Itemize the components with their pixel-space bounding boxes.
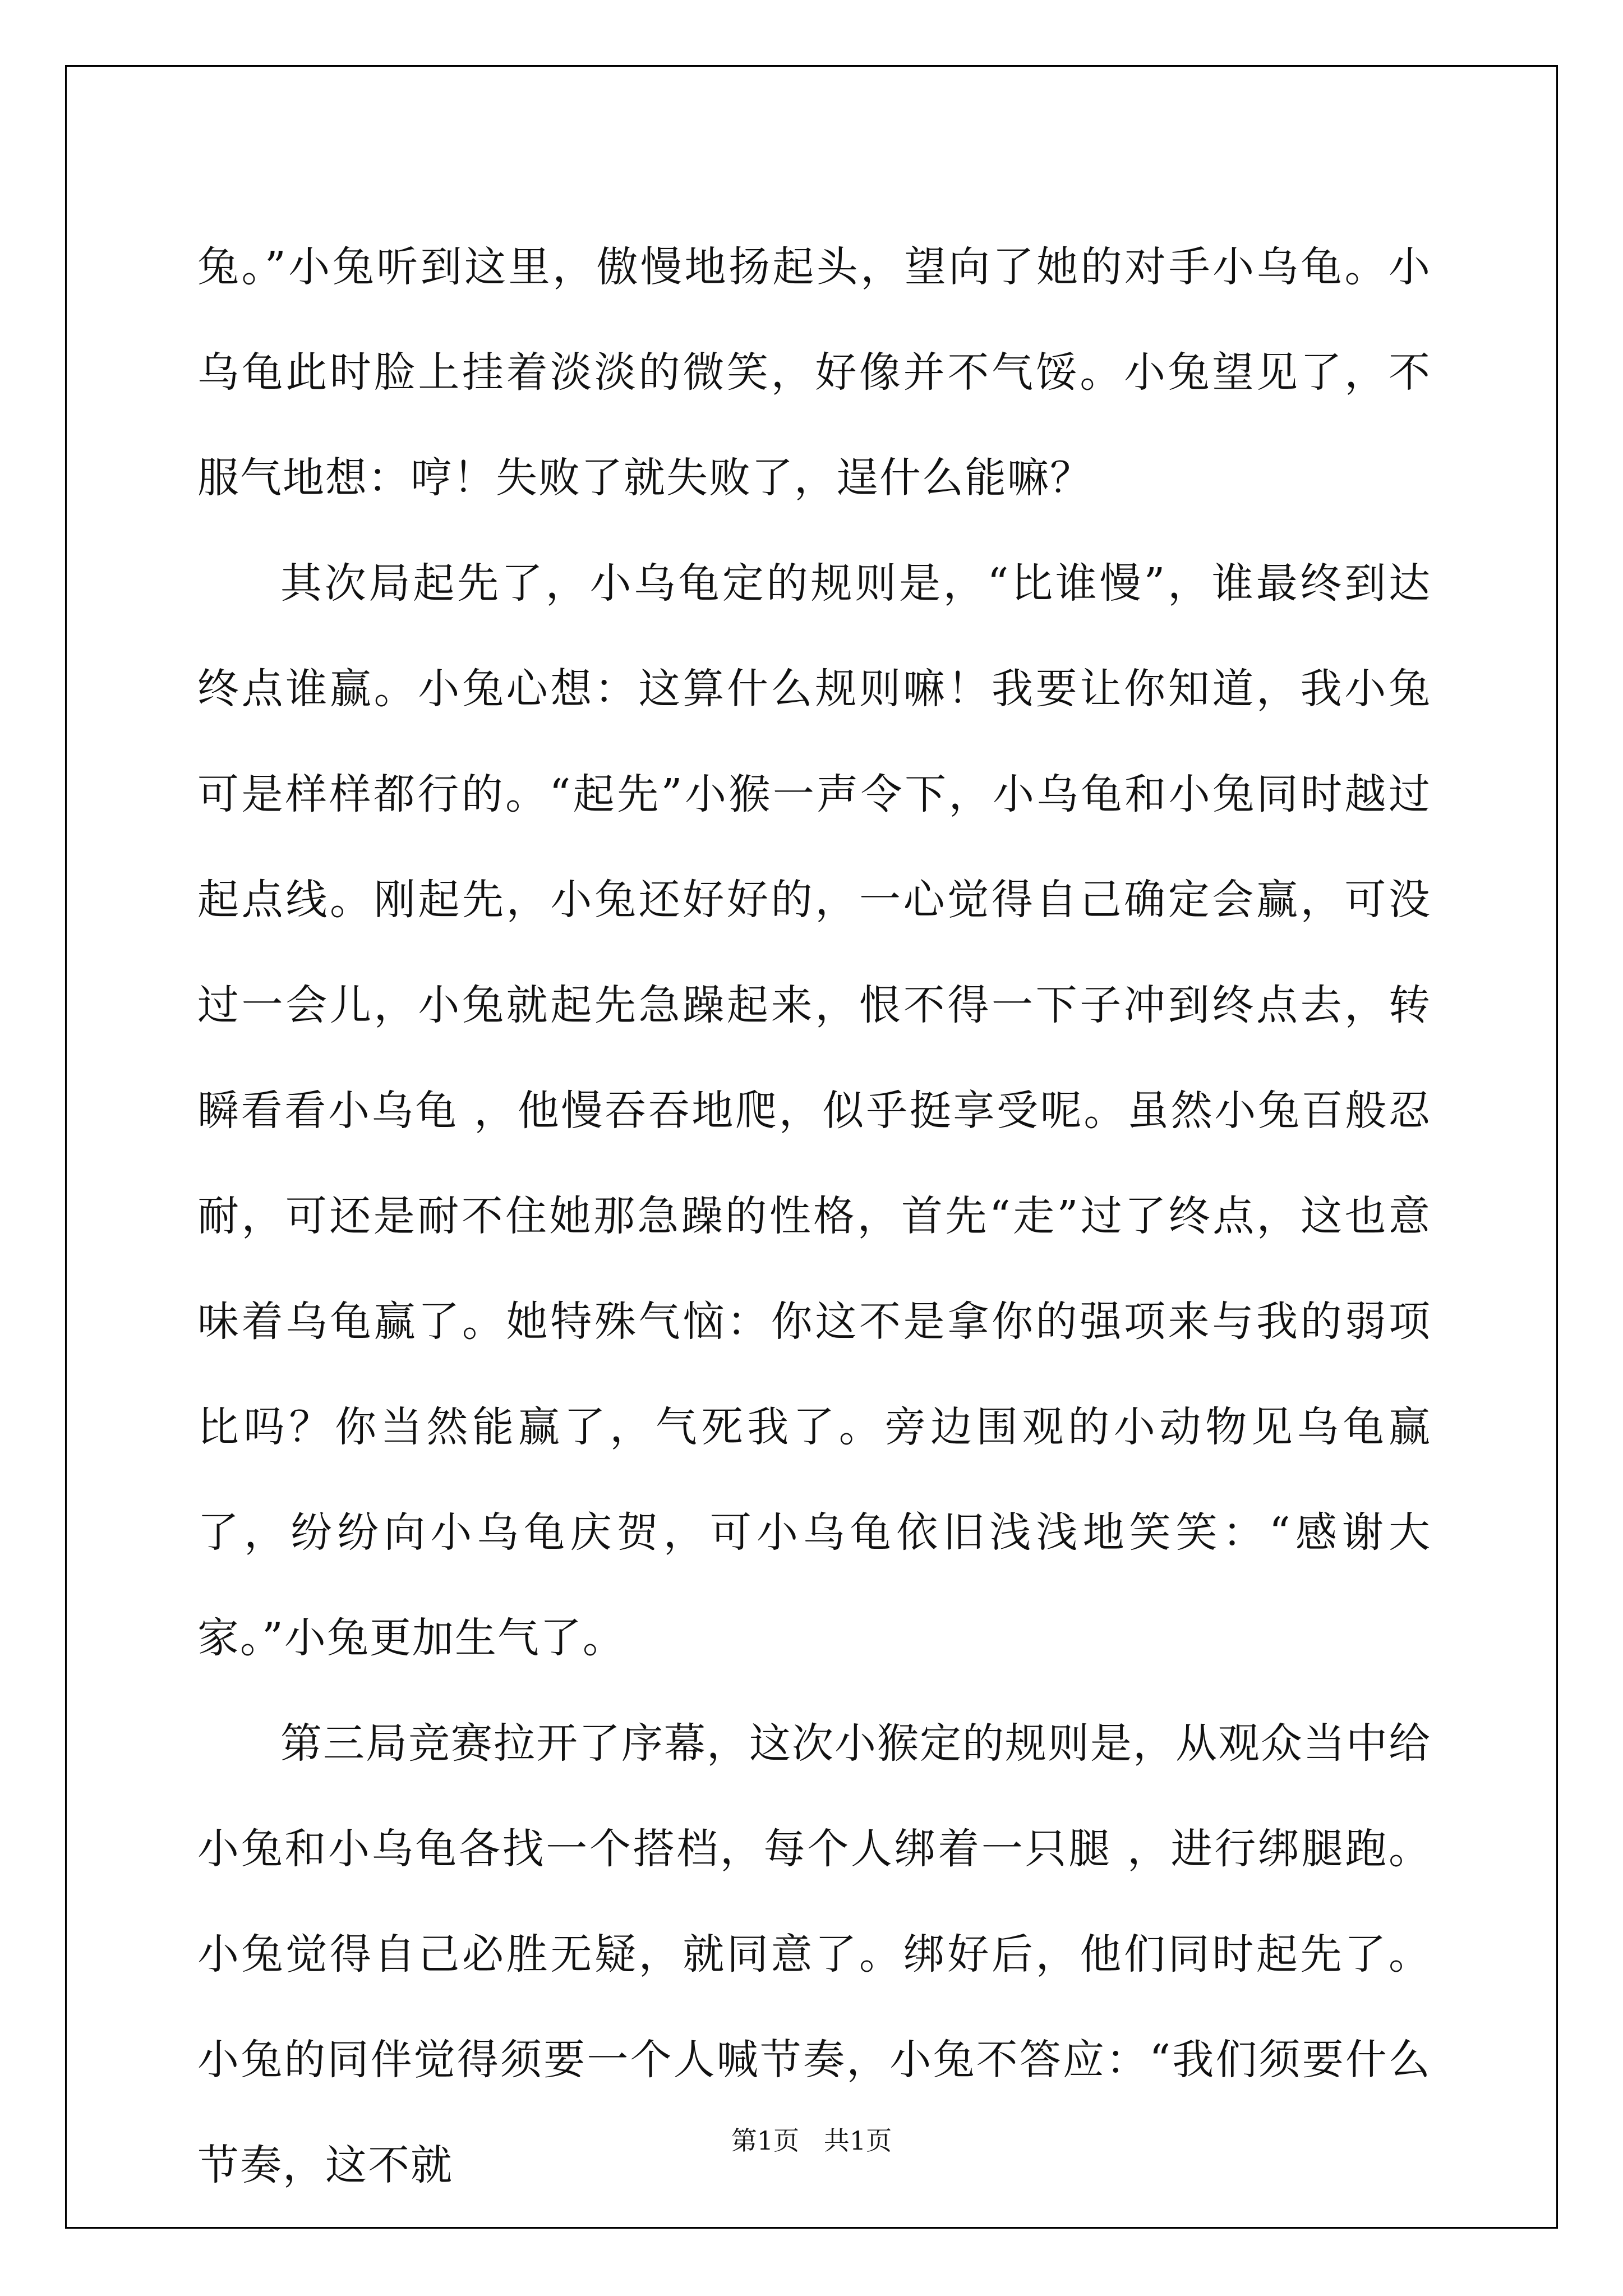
page-footer: 第1页 共1页 [731, 2125, 892, 2156]
paragraph-1: 兔。”小兔听到这里，傲慢地扬起头，望向了她的对手小乌龟。小乌龟此时脸上挂着淡淡的微笑，好像并不气馁。小兔望见了，不服气地想：哼！失败了就失败了，逞什么能嘛？ [197, 243, 1431, 502]
paragraph-2: 其次局起先了，小乌龟定的规则是，“比谁慢”，谁最终到达终点谁赢。小兔心想：这算什么规则嘛！我要让你知道，我小兔可是样样都行的。“起先”小猴一声令下，小乌龟和小兔同时越过起点线。刚起先，小兔还好好的，一心觉得自己确定会赢，可没过一会儿，小兔就起先急躁起来，恨不得一下子冲到终点去，转瞬看看小乌龟 ，他慢吞吞地爬，似乎挺享受呢。虽然小兔百般忍耐，可还是耐不住她那急躁的性格，首先“走”过了终点，这也意味着乌龟赢了。她特殊气恼：你这不是拿你的强项来与我的弱项比吗？你当然能赢了，气死我了。旁边围观的小动物见乌龟赢了，纷纷向小乌龟庆贺，可小乌龟依旧浅浅地笑笑：“感谢大家。”小兔更加生气了。 [197, 559, 1431, 1662]
paragraph-3: 第三局竞赛拉开了序幕，这次小猴定的规则是，从观众当中给小兔和小乌龟各找一个搭档，每个人绑着一只腿 ，进行绑腿跑。小兔觉得自己必胜无疑，就同意了。绑好后，他们同时起先了。小兔的同伴觉得须要一个人喊节奏，小兔不答应：“我们须要什么节奏，这不就 [197, 1719, 1431, 2189]
document-body [197, 214, 1431, 2218]
